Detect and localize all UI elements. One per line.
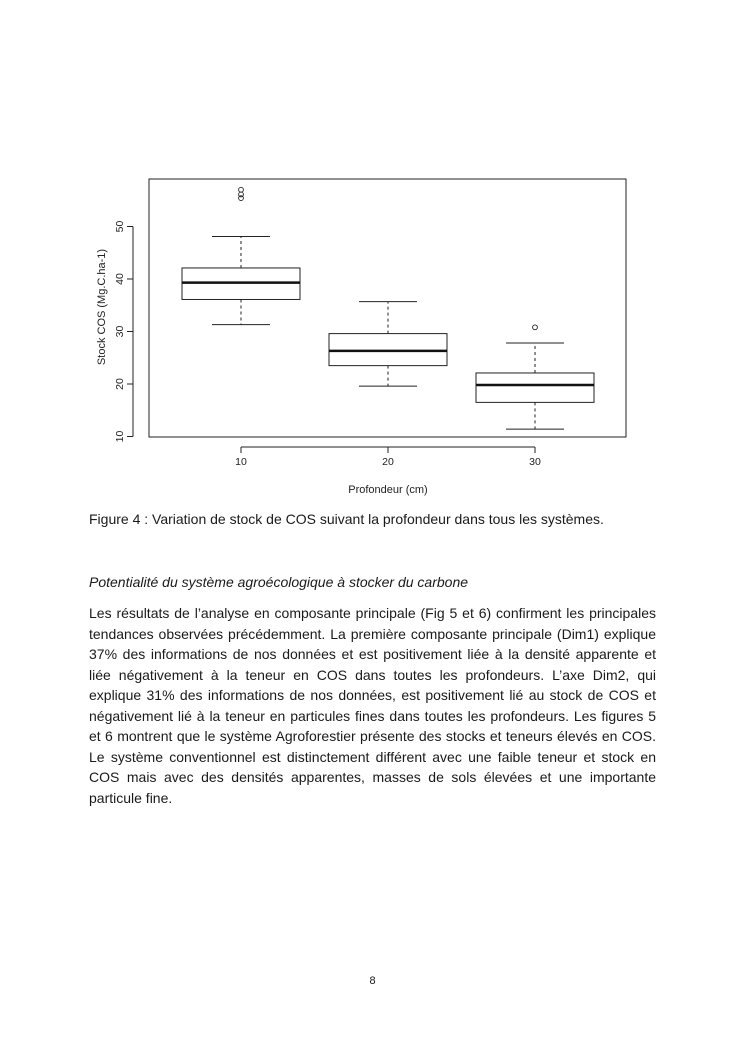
figure-caption: Figure 4 : Variation de stock de COS suivant la profondeur dans tous les systèmes. xyxy=(89,511,604,527)
boxes xyxy=(182,187,594,429)
y-tick-label: 10 xyxy=(114,430,126,443)
box-iqr xyxy=(329,334,447,366)
box-group-10 xyxy=(182,187,300,324)
box-group-20 xyxy=(329,302,447,387)
y-axis xyxy=(114,221,133,443)
box-group-30 xyxy=(476,325,594,429)
x-axis xyxy=(235,447,541,468)
outlier-point xyxy=(239,187,244,192)
page-number: 8 xyxy=(369,975,376,987)
y-axis-label: Stock COS (Mg.C.ha-1) xyxy=(96,248,108,366)
boxplot-chart xyxy=(0,0,745,505)
y-tick-label: 50 xyxy=(114,220,126,233)
y-tick-label: 30 xyxy=(114,325,126,338)
body-paragraph: Les résultats de l’analyse en composante principale (Fig 5 et 6) confirment les principales tendances observées précédemment. La première composante principale (Dim1) explique 37% des informations de nos données et est positivement liée à la densité apparente et liée négativement à la teneur en COS dans toutes les profondeurs. L’axe Dim2, qui explique 31% des informations de nos données, est positivement lié au stock de COS et négativement lié à la teneur en particules fines dans toutes les profondeurs. Les figures 5 et 6 montrent que le système Agroforestier présente des stocks et teneurs élevés en COS. Le système conventionnel est distinctement différent avec une faible teneur et stock en COS mais avec des densités apparentes, masses de sols élevées et une importante particule fine. xyxy=(89,605,656,806)
x-axis-label: Profondeur (cm) xyxy=(348,484,428,496)
y-tick-label: 20 xyxy=(114,378,126,390)
x-tick-label: 20 xyxy=(382,456,394,468)
section-title: Potentialité du système agroécologique à stocker du carbone xyxy=(89,574,469,590)
y-tick-label: 40 xyxy=(114,273,126,285)
box-iqr xyxy=(476,373,594,402)
x-tick-label: 10 xyxy=(235,456,247,468)
outlier-point xyxy=(533,325,538,330)
x-tick-label: 30 xyxy=(529,456,541,468)
